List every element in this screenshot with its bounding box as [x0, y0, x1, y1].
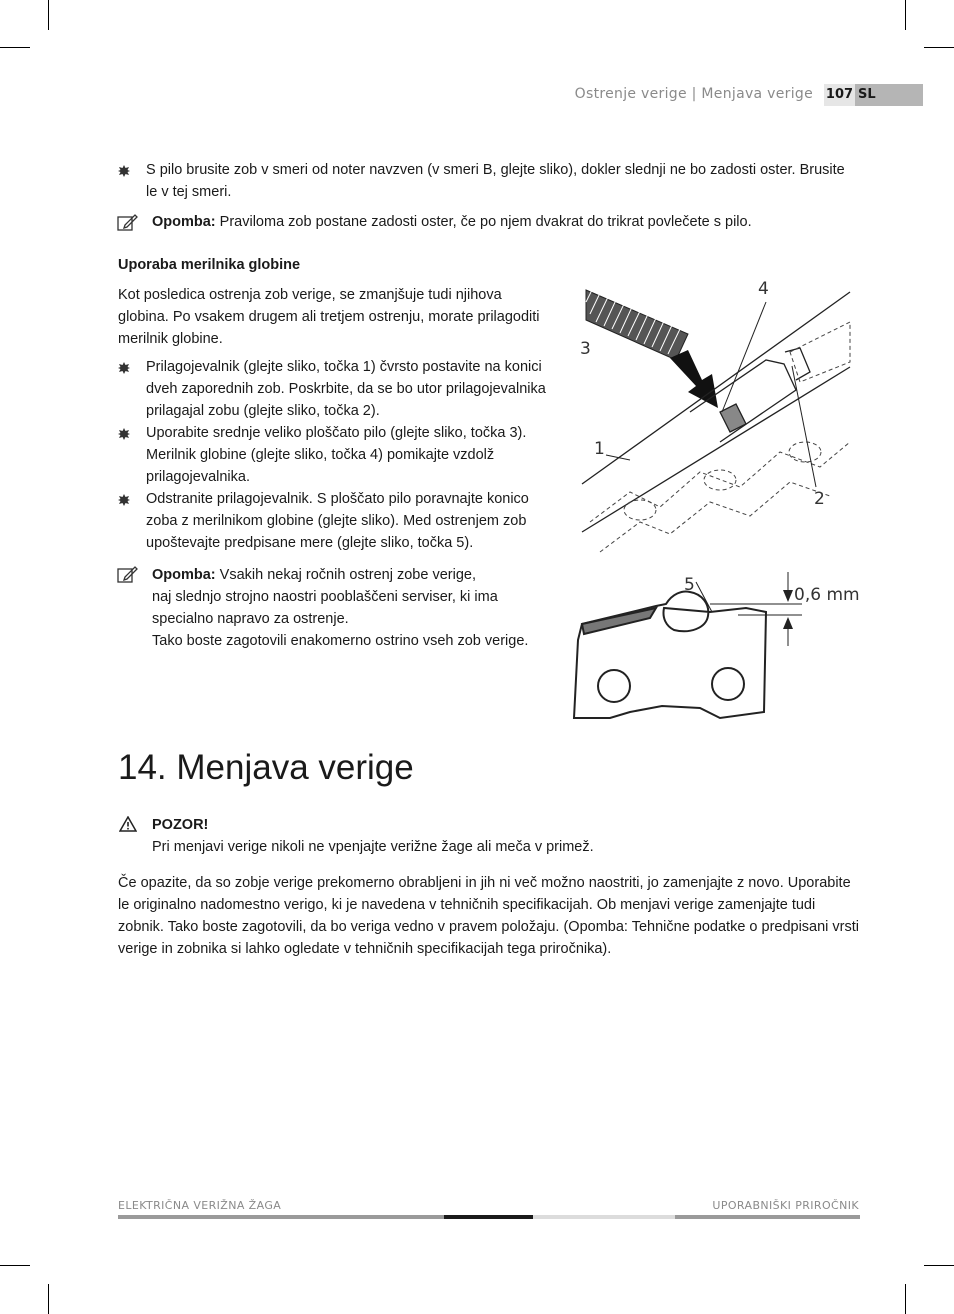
- figure-label-3: 3: [580, 339, 591, 359]
- crop-mark: [905, 0, 906, 30]
- footer-bar: [675, 1215, 860, 1219]
- bullet-icon: [118, 165, 130, 177]
- warning-text: Pri menjavi verige nikoli ne vpenjajte verižne žage ali meča v primež.: [152, 839, 594, 855]
- depth-gauge-heading: Uporaba merilnika globine: [118, 257, 301, 273]
- footer-bar: [533, 1215, 675, 1219]
- leader-1: [606, 455, 630, 460]
- crop-mark: [924, 47, 954, 48]
- crop-mark: [0, 1265, 30, 1266]
- depth-gauge-bullet-2: Uporabite srednje veliko ploščato pilo (glejte sliko, točka 3). Merilnik globine (glejte sliko, točka 4) pomikajte vzdolž prilagojevalnika.: [146, 425, 527, 485]
- note-2-line-3: specialno napravo za ostrenje.: [152, 611, 349, 627]
- depth-gauge-bullet-3: Odstranite prilagojevalnik. S ploščato pilo poravnajte konico zoba z merilnikom globine (glejte sliko). Med ostrenjem zob upoštevajte predpisane mere (glejte sliko, točka 5).: [146, 491, 529, 551]
- footer-left: ELEKTRIČNA VERIŽNA ŽAGA: [118, 1199, 282, 1212]
- header-title: Ostrenje verige | Menjava verige: [574, 86, 813, 102]
- figure-label-4: 4: [758, 279, 769, 299]
- note-1: [152, 211, 872, 233]
- crop-mark: [0, 47, 30, 48]
- crop-mark: [48, 1284, 49, 1314]
- note-2-line-4: Tako boste zagotovili enakomerno ostrino vseh zob verige.: [152, 633, 529, 649]
- crop-mark: [905, 1284, 906, 1314]
- footer-right: UPORABNIŠKI PRIROČNIK: [712, 1199, 859, 1212]
- note-1-text: Praviloma zob postane zadosti oster, če po njem dvakrat do trikrat povlečete s pilo.: [219, 214, 752, 230]
- bullet-icon: [118, 428, 130, 440]
- figure-label-1: 1: [594, 439, 605, 459]
- flat-file: [586, 290, 688, 360]
- leader-2: [792, 366, 816, 487]
- footer-bar: [118, 1215, 444, 1219]
- warning-label: POZOR!: [152, 817, 209, 833]
- arrow-icon: [670, 350, 718, 408]
- depth-gauge-bullet-1: Prilagojevalnik (glejte sliko, točka 1) čvrsto postavite na konici dveh zaporednih zob. Poskrbite, da se bo utor prilagojevalnika prilagajal zobu (glejte sliko, točka 2).: [146, 359, 546, 419]
- depth-gauge-intro: Kot posledica ostrenja zob verige, se zmanjšuje tudi njihova globina. Po vsakem drugem ali tretjem ostrenju, morate prilagoditi merilnik globine.: [118, 287, 540, 347]
- note-2-line-2: naj slednjo strojno naostri pooblaščeni serviser, ki ima: [152, 589, 498, 605]
- section-body: Če opazite, da so zobje verige prekomerno obrabljeni in jih ni več možno naostriti, jo zamenjajte z novo. Uporabite le originalno nadomestno verigo, ki je navedena v tehničnih specifikacijah. Ob menjavi verige zamenjajte tudi zobnik. Tako boste zagotovili, da bo veriga vedno v pravem položaju. (Opomba: Tehnične podatke o predpisani vrsti verige in zobnika si lahko ogledate v tehničnih specifikacijah tega priročnika).: [118, 875, 860, 957]
- note-icon: [117, 213, 139, 231]
- intro-bullet-text: S pilo brusite zob v smeri od noter navzven (v smeri B, glejte sliko), dokler slednji ne bo zadosti oster. Brusite le v tej smeri.: [146, 162, 845, 200]
- note-2-label: Opomba:: [152, 567, 216, 583]
- figure-label-2: 2: [814, 489, 825, 509]
- note-1-label: Opomba:: [152, 214, 216, 230]
- note-2-line-1: Opomba: Vsakih nekaj ročnih ostrenj zobe verige,: [152, 567, 476, 583]
- section-title: 14. Menjava verige: [118, 748, 414, 787]
- tooth-diagram: [574, 592, 766, 719]
- crop-mark: [924, 1265, 954, 1266]
- note-icon: [117, 565, 139, 583]
- arrow-down-icon: [783, 590, 793, 602]
- footer-bar: [444, 1215, 533, 1219]
- note-2: [152, 564, 572, 652]
- bullet-icon: [118, 494, 130, 506]
- bullet-icon: [118, 362, 130, 374]
- page-number: 107: [824, 84, 855, 106]
- warning-icon: [119, 816, 137, 832]
- depth-gauge-figure: [570, 272, 870, 732]
- arrow-up-icon: [783, 617, 793, 629]
- crop-mark: [48, 0, 49, 30]
- language-code: SL: [858, 87, 876, 102]
- figure-label-5: 5: [684, 575, 695, 595]
- saw-chain: [590, 322, 850, 552]
- measurement-label: 0,6 mm: [794, 585, 860, 605]
